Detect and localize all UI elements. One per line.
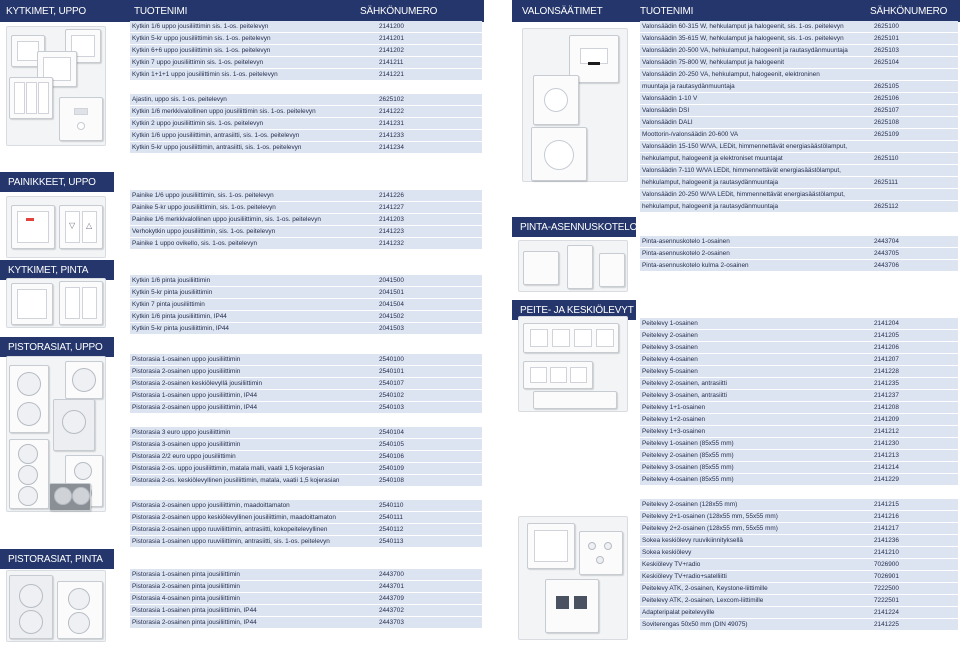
product-name: Pistorasia 3-osainen uppo jousiliittimin: [132, 441, 241, 448]
table-row: [640, 583, 958, 595]
product-code: 2141212: [874, 428, 899, 435]
product-code: 2540102: [379, 392, 404, 399]
product-name: Valonsäädin DSI: [642, 107, 690, 114]
product-code: 2141205: [874, 332, 899, 339]
product-code: 2141235: [874, 380, 899, 387]
product-name: Ajastin, uppo sis. 1-os. peitelevyn: [132, 96, 227, 103]
product-code: 2141227: [379, 204, 404, 211]
product-code: 2141206: [874, 344, 899, 351]
product-code: 2141232: [379, 240, 404, 247]
tv-radio-plate-icon: [579, 531, 623, 575]
table-row: [640, 260, 958, 272]
product-name: Kytkin 1/6 uppo jousiliittimin, antrasiitti, sis. 1-os. peitelevyn: [132, 132, 300, 139]
product-code: 2141204: [874, 320, 899, 327]
table-row: [640, 547, 958, 559]
blind-center-plate-icon: [527, 523, 575, 569]
surface-box-photo: [518, 240, 628, 292]
table-row: [640, 189, 958, 201]
product-code: 2625112: [874, 203, 899, 210]
product-name: Painike 5-kr uppo jousiliittimin, sis. 1-os. peitelevyn: [132, 204, 276, 211]
blind-switch-icon: ▽ △: [59, 205, 103, 249]
product-name: muuntaja ja rautasydänmuuntaja: [642, 83, 735, 90]
product-name: Valonsäädin 20-250 W/VA LEDit, himmennettävät energiasäästölamput,: [642, 191, 845, 198]
product-name: Kytkin 5-kr uppo jousiliittimin, antrasiitti, sis. 1-os. peitelevyn: [132, 144, 302, 151]
product-name: Pistorasia 1-osainen uppo jousiliittimin, IP44: [132, 392, 258, 399]
product-name: Pistorasia 1-osainen pinta jousiliittimin, IP44: [132, 607, 257, 614]
table-row: [640, 414, 958, 426]
product-name: Pistorasia 2-osainen pinta jousiliittimin, IP44: [132, 619, 257, 626]
product-name: hehkulamput, halogeenit ja rautasydänmuuntaja: [642, 179, 779, 186]
table-row: [640, 438, 958, 450]
product-name: Pistorasia 1-osainen uppo jousiliittimin: [132, 356, 241, 363]
product-name: Peitelevy 4-osainen: [642, 356, 698, 363]
table-row: [640, 378, 958, 390]
product-code: 2041503: [379, 325, 404, 332]
product-code: 2625107: [874, 107, 899, 114]
product-name: Kytkin 5-kr uppo jousiliittimin sis. 1-os. peitelevyn: [132, 35, 271, 42]
product-name: Peitelevy 3-osainen, antrasiitti: [642, 392, 727, 399]
table-row: [640, 165, 958, 177]
table-row: [640, 535, 958, 547]
product-name: Pistorasia 3 euro uppo jousiliittimin: [132, 429, 231, 436]
product-name: Keskiölevy TV+radio: [642, 561, 701, 568]
product-code: 2625110: [874, 155, 899, 162]
product-name: Valonsäädin 20-250 VA, hehkulamput, halogeenit, elektroninen: [642, 71, 820, 78]
product-name: Peitelevy ATK, 2-osainen, Keystone-liittimille: [642, 585, 768, 592]
product-code: 2443709: [379, 595, 404, 602]
product-name: Pistorasia 2-osainen uppo ruuviliittimin, antrasiitti, kokopeitelevyllinen: [132, 526, 328, 533]
boxes-section-header: [512, 217, 644, 237]
product-name: Peitelevy 2-osainen: [642, 332, 698, 339]
product-code: 2141216: [874, 513, 899, 520]
product-name: Valonsäädin 20-500 VA, hehkulamput, halogeenit ja rautasydänmuuntaja: [642, 47, 848, 54]
table-row: [640, 248, 958, 260]
product-name: Painike 1/6 merkkivalollinen uppo jousiliittimin, sis. 1-os. peitelevyn: [132, 216, 321, 223]
product-code: 2443703: [379, 619, 404, 626]
product-name: Peitelevy 2+2-osainen (128x55 mm, 55x55 mm): [642, 525, 778, 532]
product-code: 2141222: [379, 108, 404, 115]
product-code: 2141207: [874, 356, 899, 363]
product-name: Keskiölevy TV+radio+satelliitti: [642, 573, 727, 580]
table-row: [640, 511, 958, 523]
table-row: [640, 69, 958, 81]
cover-plate-icon: [523, 323, 619, 353]
table-row: [640, 153, 958, 165]
product-code: 2141224: [874, 609, 899, 616]
cover-plate-icon: [523, 361, 593, 389]
product-name: Kytkin 6+6 uppo jousiliittimin sis. 1-os. peitelevyn: [132, 47, 271, 54]
product-name: Peitelevy 4-osainen (85x55 mm): [642, 476, 734, 483]
table-row: [640, 105, 958, 117]
product-name: Pistorasia 2-osainen uppo keskiölevyllinen jousiliittimin, maadoittamaton: [132, 514, 336, 521]
product-code: 2141210: [874, 549, 899, 556]
product-name: Peitelevy 1-osainen (85x55 mm): [642, 440, 734, 447]
table-row: [640, 523, 958, 535]
product-name: Painike 1/6 uppo jousiliittimin, sis. 1-os. peitelevyn: [132, 192, 274, 199]
product-code: 2141214: [874, 464, 899, 471]
product-name: Peitelevy 2+1-osainen (128x55 mm, 55x55 mm): [642, 513, 778, 520]
product-name: Verhokytkin uppo jousiliittimin, sis. 1-os. peitelevyn: [132, 228, 276, 235]
product-name: Kytkin 5-kr pinta jousiliittimin: [132, 289, 213, 296]
product-code: 2141215: [874, 501, 899, 508]
product-name: Valonsäädin 15-150 W/VA, LEDit, himmennettävät energiasäästölamput,: [642, 143, 848, 150]
product-code: 2540110: [379, 502, 404, 509]
product-code: 2443701: [379, 583, 404, 590]
product-name: Kytkin 1/6 merkkivalollinen uppo jousiliittimin sis. 1-os. peitelevyn: [132, 108, 316, 115]
table-row: [640, 450, 958, 462]
product-name: Sokea keskiölevy: [642, 549, 692, 556]
table-row: [640, 129, 958, 141]
table-row: [640, 354, 958, 366]
product-code: 2625102: [379, 96, 404, 103]
table-row: [640, 201, 958, 213]
product-code: 2443705: [874, 250, 899, 257]
product-code: 2625108: [874, 119, 899, 126]
product-name: Pistorasia 1-osainen uppo ruuviliittimin, antrasiitti, sis. 1-os. peitelevyn: [132, 538, 330, 545]
product-code: 2443702: [379, 607, 404, 614]
product-name: Pinta-asennuskotelo kulma 2-osainen: [642, 262, 749, 269]
product-name: Pinta-asennuskotelo 1-osainen: [642, 238, 730, 245]
table-row: [640, 117, 958, 129]
product-name: Kytkin 1/6 pinta jousiliittimin: [132, 277, 211, 284]
dimmer-round-icon: [531, 127, 587, 181]
product-name: hehkulamput, halogeenit ja rautasydänmuuntaja: [642, 203, 779, 210]
product-name: Painike 1 uppo ovikello, sis. 1-os. peitelevyn: [132, 240, 258, 247]
product-code: 2041500: [379, 277, 404, 284]
table-row: [640, 318, 958, 330]
product-code: 2625101: [874, 35, 899, 42]
right-section-title: VALONSÄÄTIMET: [522, 6, 603, 17]
product-code: 2625106: [874, 95, 899, 102]
product-name: Pistorasia 2-os. uppo jousiliittimin, matala malli, vaatii 1,5 kojerasian: [132, 465, 325, 472]
table-row: [640, 342, 958, 354]
product-code: 2141233: [379, 132, 404, 139]
left-col-code: SÄHKÖNUMERO: [360, 6, 438, 17]
cover-plate-icon: [533, 391, 617, 409]
product-name: Kytkin 1/6 pinta jousiliittimin, IP44: [132, 313, 227, 320]
product-code: 2540113: [379, 538, 404, 545]
product-code: 7026900: [874, 561, 899, 568]
product-code: 2540107: [379, 380, 404, 387]
product-name: Kytkin 1+1+1 uppo jousiliittimin sis. 1-os. peitelevyn: [132, 71, 278, 78]
section-title: KYTKIMET, PINTA: [8, 265, 89, 276]
table-row: [640, 93, 958, 105]
product-name: Peitelevy 2-osainen, antrasiitti: [642, 380, 727, 387]
product-code: 2041501: [379, 289, 404, 296]
table-row: [640, 499, 958, 511]
table-row: [640, 45, 958, 57]
table-row: [640, 619, 958, 631]
plates-section-title: PEITE- JA KESKIÖLEVYT: [520, 305, 634, 316]
product-name: Pistorasia 2-osainen uppo jousiliittimin, maadoittamaton: [132, 502, 290, 509]
product-code: 2141226: [379, 192, 404, 199]
product-code: 2041504: [379, 301, 404, 308]
product-name: Pinta-asennuskotelo 2-osainen: [642, 250, 730, 257]
product-name: Sokea keskiölevy ruuvikiinnityksellä: [642, 537, 743, 544]
table-row: [640, 21, 958, 33]
surface-box-double-icon: [567, 245, 593, 289]
product-code: 7222501: [874, 597, 899, 604]
product-name: Kytkin 1/6 uppo jousiliittimin sis. 1-os. peitelevyn: [132, 23, 269, 30]
product-code: 2625111: [874, 179, 898, 186]
table-row: [640, 402, 958, 414]
product-code: 2443706: [874, 262, 899, 269]
product-code: 2141230: [874, 440, 899, 447]
dimmer-knob-icon: [533, 75, 579, 125]
product-name: Pistorasia 1-osainen pinta jousiliittimin: [132, 571, 240, 578]
product-code: 2540100: [379, 356, 404, 363]
product-code: 2141234: [379, 144, 404, 151]
section-title: PISTORASIAT, PINTA: [8, 554, 103, 565]
product-name: Kytkin 2 uppo jousiliittimin sis. 1-os. peitelevyn: [132, 120, 264, 127]
right-col-product: TUOTENIMI: [640, 6, 694, 17]
table-row: [640, 141, 958, 153]
table-row: [640, 366, 958, 378]
table-row: [640, 426, 958, 438]
table-row: [640, 177, 958, 189]
right-col-code: SÄHKÖNUMERO: [870, 6, 948, 17]
table-row: [640, 236, 958, 248]
product-code: 2625104: [874, 59, 899, 66]
product-code: 2141225: [874, 621, 899, 628]
table-row: [640, 571, 958, 583]
product-code: 2041502: [379, 313, 404, 320]
dimmer-photo: [522, 28, 628, 182]
product-name: Moottorin-/valonsäädin 20-600 VA: [642, 131, 739, 138]
product-code: 2141211: [379, 59, 404, 66]
product-name: Valonsäädin 7-110 W/VA LEDit, himmennettävät energiasäästölamput,: [642, 167, 841, 174]
product-name: Peitelevy 3-osainen (85x55 mm): [642, 464, 734, 471]
product-code: 2540103: [379, 404, 404, 411]
left-section-title: KYTKIMET, UPPO: [6, 6, 86, 17]
table-row: [640, 595, 958, 607]
product-name: Peitelevy 1+1-osainen: [642, 404, 706, 411]
table-row: [640, 462, 958, 474]
table-row: [640, 607, 958, 619]
boxes-section-title: PINTA-ASENNUSKOTELOT: [520, 222, 644, 233]
product-code: 2141208: [874, 404, 899, 411]
product-code: 2141236: [874, 537, 899, 544]
product-name: Peitelevy 2-osainen (128x55 mm): [642, 501, 738, 508]
center-plate-photo: [518, 516, 628, 640]
product-code: 2141201: [379, 35, 404, 42]
product-name: Valonsäädin 75-800 W, hehkulamput ja halogeenit: [642, 59, 784, 66]
product-name: Valonsäädin 60-315 W, hehkulamput ja halogeenit, sis. 1-os. peitelevyn: [642, 23, 844, 30]
product-name: Valonsäädin 35-615 W, hehkulamput ja halogeenit, sis. 1-os. peitelevyn: [642, 35, 844, 42]
data-plate-icon: [545, 579, 599, 633]
product-name: Peitelevy 5-osainen: [642, 368, 698, 375]
product-code: 2625100: [874, 23, 899, 30]
product-name: Pistorasia 2-osainen pinta jousiliittimin: [132, 583, 240, 590]
product-code: 2540111: [379, 514, 403, 521]
product-code: 2443700: [379, 571, 404, 578]
table-row: [640, 33, 958, 45]
product-code: 2141228: [874, 368, 899, 375]
product-code: 2141223: [379, 228, 404, 235]
product-name: Pistorasia 2/2 euro uppo jousiliittimin: [132, 453, 236, 460]
product-code: 2540101: [379, 368, 404, 375]
cover-plate-photo: [518, 316, 628, 412]
section-title: PISTORASIAT, UPPO: [8, 342, 103, 353]
product-code: 2141202: [379, 47, 404, 54]
product-code: 2141200: [379, 23, 404, 30]
product-name: Kytkin 7 pinta jousiliittimin: [132, 301, 205, 308]
product-name: Pistorasia 2-os. keskiölevyllinen jousiliittimin, matala, vaatii 1,5 kojerasian: [132, 477, 340, 484]
product-name: Soviterengas 50x50 mm (DIN 49075): [642, 621, 748, 628]
product-code: 2141229: [874, 476, 899, 483]
corner-box-icon: [599, 253, 625, 287]
left-col-product: TUOTENIMI: [134, 6, 188, 17]
table-row: [640, 474, 958, 486]
product-code: 7222500: [874, 585, 899, 592]
product-name: Kytkin 5-kr pinta jousiliittimin, IP44: [132, 325, 229, 332]
product-name: Pistorasia 4-osainen pinta jousiliittimin: [132, 595, 240, 602]
product-code: 2141231: [379, 120, 404, 127]
product-name: Pistorasia 2-osainen keskiölevyllä jousiliittimin: [132, 380, 262, 387]
product-code: 2443704: [874, 238, 899, 245]
product-code: 2141203: [379, 216, 404, 223]
product-code: 2625103: [874, 47, 899, 54]
product-code: 2141209: [874, 416, 899, 423]
section-title: PAINIKKEET, UPPO: [8, 177, 96, 188]
product-name: Pistorasia 2-osainen uppo jousiliittimin, IP44: [132, 404, 258, 411]
product-name: Peitelevy ATK, 2-osainen, Lexcom-liittimille: [642, 597, 764, 604]
product-name: Kytkin 7 uppo jousiliittimin sis. 1-os. peitelevyn: [132, 59, 264, 66]
product-name: Pistorasia 2-osainen uppo jousiliittimin: [132, 368, 241, 375]
product-name: Peitelevy 2-osainen (85x55 mm): [642, 452, 734, 459]
right-header: [512, 0, 960, 22]
product-name: Valonsäädin DALI: [642, 119, 693, 126]
product-code: 2141213: [874, 452, 899, 459]
table-row: [640, 81, 958, 93]
surface-box-icon: [523, 251, 559, 285]
product-code: 2540104: [379, 429, 404, 436]
table-row: [640, 390, 958, 402]
product-code: 7026901: [874, 573, 899, 580]
product-code: 2540105: [379, 441, 404, 448]
product-name: Peitelevy 1-osainen: [642, 320, 698, 327]
product-code: 2540108: [379, 477, 404, 484]
product-name: Peitelevy 3-osainen: [642, 344, 698, 351]
product-name: Peitelevy 1+3-osainen: [642, 428, 706, 435]
product-code: 2141237: [874, 392, 899, 399]
product-code: 2141221: [379, 71, 404, 78]
product-name: Peitelevy 1+2-osainen: [642, 416, 706, 423]
product-name: hehkulamput, halogeenit ja elektroniset muuntajat: [642, 155, 783, 162]
product-code: 2540109: [379, 465, 404, 472]
product-code: 2540106: [379, 453, 404, 460]
table-row: [640, 330, 958, 342]
product-code: 2141217: [874, 525, 899, 532]
product-name: Valonsäädin 1-10 V: [642, 95, 698, 102]
product-code: 2540112: [379, 526, 404, 533]
product-code: 2625109: [874, 131, 899, 138]
product-name: Adapteripalat peitelevyille: [642, 609, 715, 616]
product-code: 2625105: [874, 83, 899, 90]
table-row: [640, 57, 958, 69]
table-row: [640, 559, 958, 571]
